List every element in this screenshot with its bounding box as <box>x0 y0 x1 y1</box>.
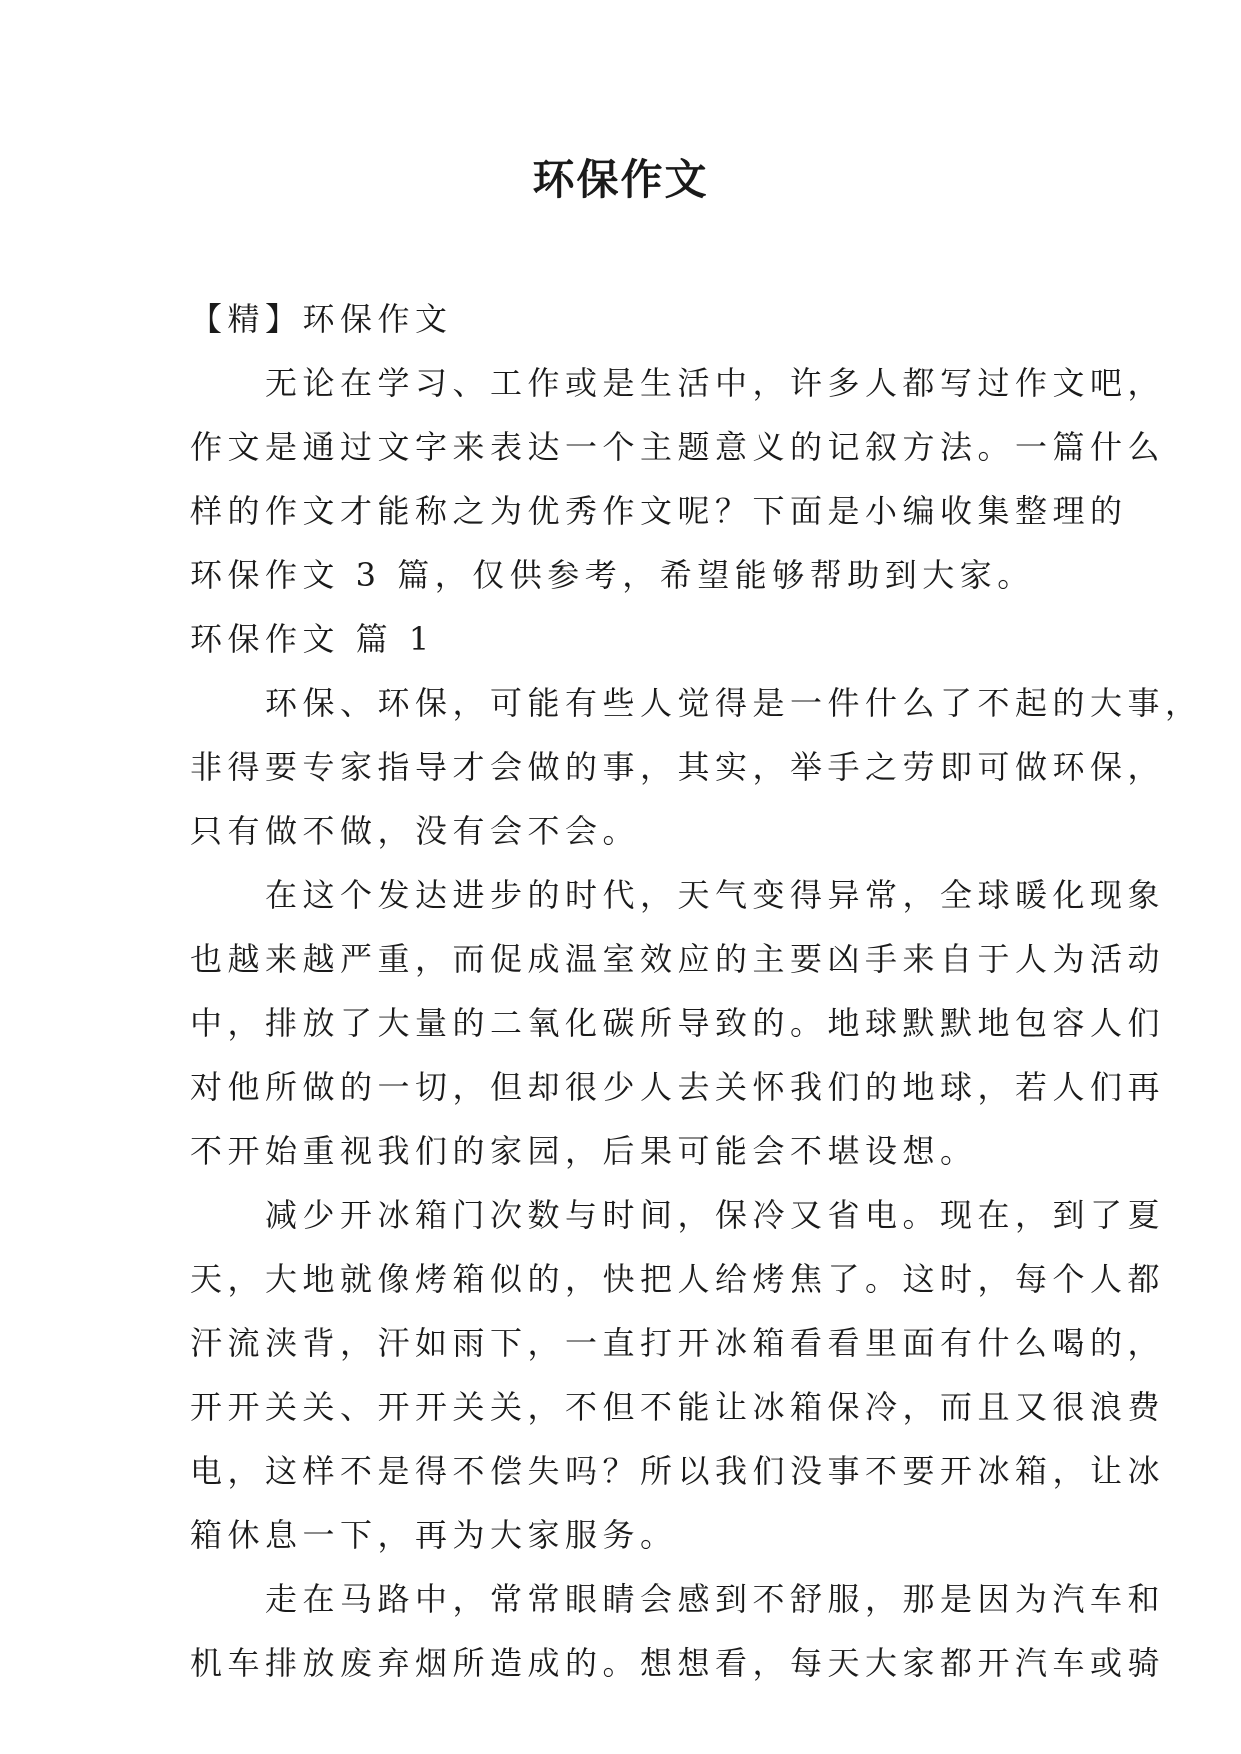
document-title: 环保作文 <box>532 155 709 204</box>
text-line: 走在马路中，常常眼睛会感到不舒服，那是因为汽车和 <box>190 1580 1166 1618</box>
text-line: 在这个发达进步的时代，天气变得异常，全球暖化现象 <box>190 876 1166 914</box>
text-line: 【精】环保作文 <box>190 300 453 338</box>
text-line: 作文是通过文字来表达一个主题意义的记叙方法。一篇什么 <box>190 428 1166 466</box>
text-line: 汗流浃背，汗如雨下，一直打开冰箱看看里面有什么喝的， <box>190 1324 1166 1362</box>
document-body <box>190 287 1203 1695</box>
text-line: 样的作文才能称之为优秀作文呢？下面是小编收集整理的 <box>190 492 1128 530</box>
text-line: 机车排放废弃烟所造成的。想想看，每天大家都开汽车或骑 <box>190 1644 1166 1682</box>
text-line: 无论在学习、工作或是生活中，许多人都写过作文吧， <box>190 364 1166 402</box>
text-line: 环保、环保，可能有些人觉得是一件什么了不起的大事， <box>190 684 1203 722</box>
text-line: 中，排放了大量的二氧化碳所导致的。地球默默地包容人们 <box>190 1004 1166 1042</box>
text-line: 电，这样不是得不偿失吗？所以我们没事不要开冰箱，让冰 <box>190 1452 1166 1490</box>
text-line: 减少开冰箱门次数与时间，保冷又省电。现在，到了夏 <box>190 1196 1166 1234</box>
text-line: 只有做不做，没有会不会。 <box>190 812 641 850</box>
text-line: 非得要专家指导才会做的事，其实，举手之劳即可做环保， <box>190 748 1166 786</box>
text-line: 开开关关、开开关关，不但不能让冰箱保冷，而且又很浪费 <box>190 1388 1166 1426</box>
text-line: 环保作文 3 篇，仅供参考，希望能够帮助到大家。 <box>190 556 1035 594</box>
text-line: 箱休息一下，再为大家服务。 <box>190 1516 678 1554</box>
text-line: 天，大地就像烤箱似的，快把人给烤焦了。这时，每个人都 <box>190 1260 1166 1298</box>
text-line: 也越来越严重，而促成温室效应的主要凶手来自于人为活动 <box>190 940 1166 978</box>
section-heading: 环保作文 篇 1 <box>190 620 435 658</box>
text-line: 不开始重视我们的家园，后果可能会不堪设想。 <box>190 1132 978 1170</box>
text-line: 对他所做的一切，但却很少人去关怀我们的地球，若人们再 <box>190 1068 1166 1106</box>
